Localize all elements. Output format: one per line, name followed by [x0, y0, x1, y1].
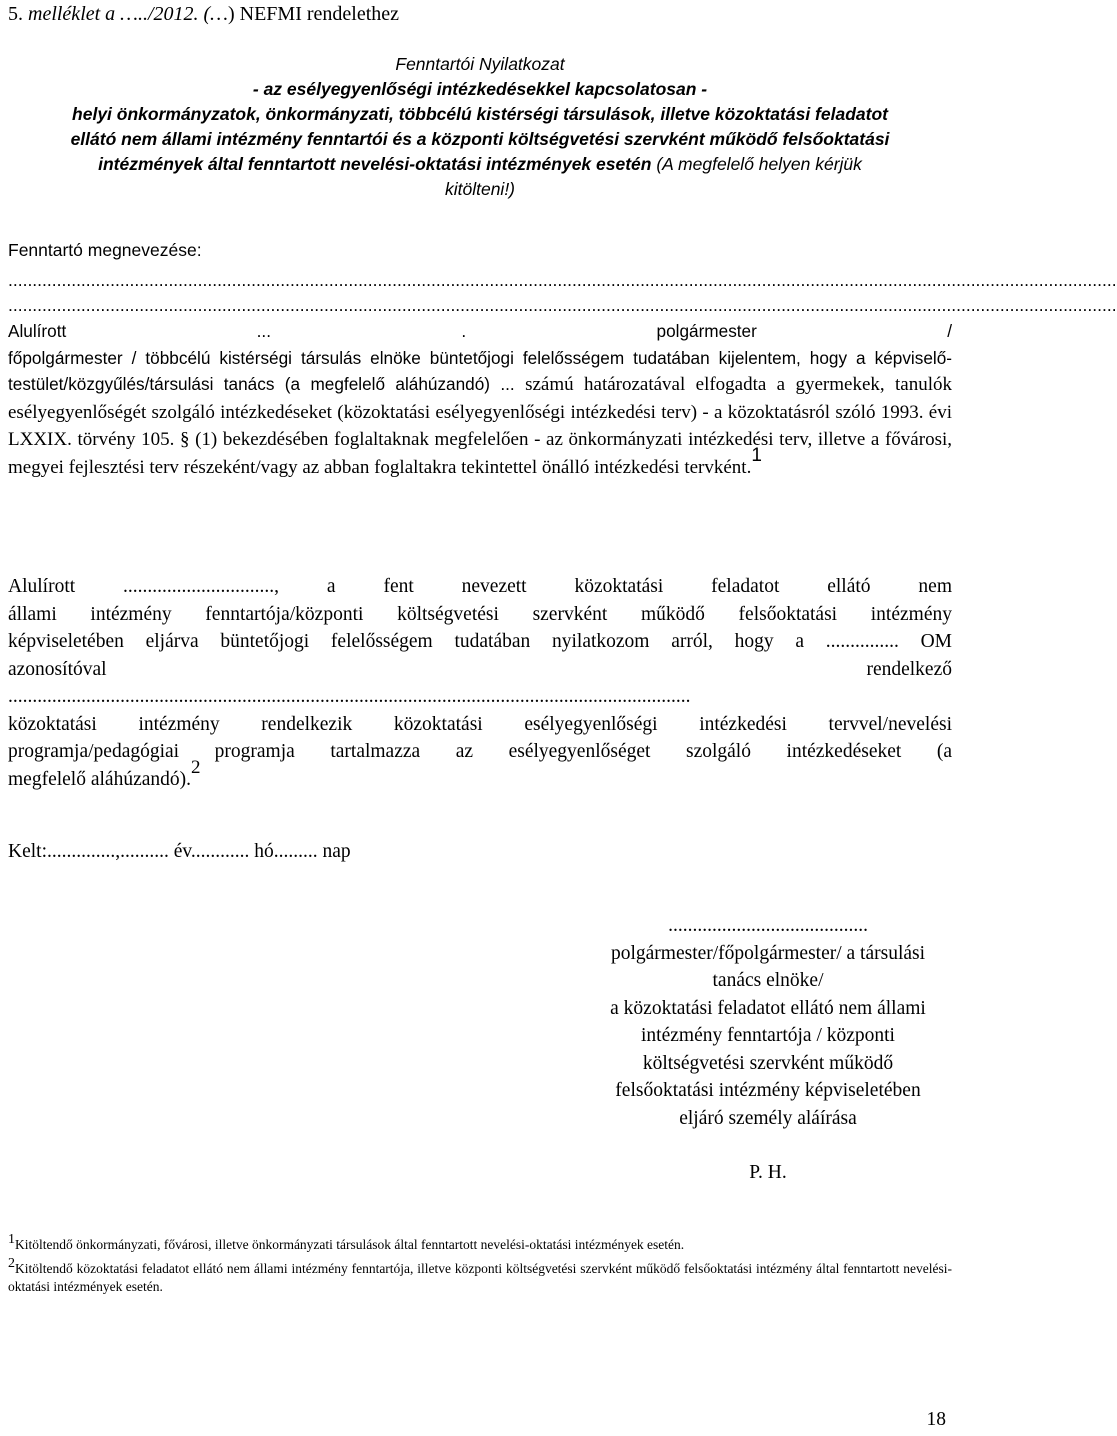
para2-line-8-text: megfelelő aláhúzandó).: [8, 768, 191, 790]
annex-decree: ) NEFMI rendelethez: [227, 3, 400, 25]
declaration-paragraph-2: [8, 573, 952, 793]
para2-line-8: [8, 756, 952, 794]
title-line-6: kitölteni!): [444, 179, 516, 199]
annex-reference: melléklet a …../2012. (…: [28, 3, 228, 25]
footnote-ref-2: 2: [191, 756, 201, 778]
title-line-4: ellátó nem állami intézmény fenntartói és a központi költségvetési szervként működő felsőoktatási: [70, 129, 890, 149]
footnote-2-text: Kitöltendő közoktatási feladatot ellátó nem állami intézmény fenntartója, illetve központi költségvetési szervként működő felsőoktatási intézmény által fenntartott nevelési-oktatási intézmények esetén.: [8, 1261, 952, 1294]
para2-line-3: képviseletében eljárva büntetőjogi felelősségem tudatában nyilatkozom arról, hogy a ............... OM: [8, 631, 952, 652]
signature-dots[interactable]: .........................................: [668, 915, 868, 936]
para1-text: főpolgármester / többcélú kistérségi társulás elnöke büntetőjogi felelősségem tudatában kijelentem, hogy a képviselő-testület/közgyűlés/társulási tanács (a megfelelő aláhúzandó) ...: [8, 347, 952, 394]
para1-mayor: . polgármester /: [461, 321, 952, 341]
declaration-paragraph-1: [8, 318, 952, 481]
para2-om-id: azonosítóval: [8, 658, 107, 680]
footnotes: [8, 1232, 952, 1302]
title-line-5-instruction: (A megfelelő helyen kérjük: [651, 154, 862, 174]
signature-line-4: intézmény fenntartója / központi: [641, 1025, 895, 1046]
footnote-2-number: 2: [8, 1256, 15, 1271]
title-line-2: - az esélyegyenlőségi intézkedésekkel kapcsolatosan -: [252, 79, 708, 99]
maintainer-name-field-2[interactable]: ....................................................................................................................................................................................................................................: [8, 295, 1117, 315]
signature-line-5: költségvetési szervként működő: [642, 1052, 894, 1074]
date-line[interactable]: Kelt:..............,.......... év............ hó......... nap: [8, 841, 351, 862]
declaration-title: [8, 52, 952, 202]
stamp-placeholder: P. H.: [749, 1162, 787, 1183]
title-line-5: [8, 152, 952, 177]
title-line-5-bold: intézmények által fenntartott nevelési-oktatási intézmények esetén: [98, 154, 652, 174]
maintainer-name-label: Fenntartó megnevezése:: [8, 240, 202, 260]
title-line-3: helyi önkormányzatok, önkormányzati, többcélú kistérségi társulások, illetve közoktatási feladatot: [72, 104, 888, 124]
footnote-2: [8, 1256, 952, 1296]
annex-number: 5.: [8, 3, 23, 25]
para1-undersigned: Alulírott ...: [8, 321, 271, 341]
para2-line-1: Alulírott ..............................., a fent nevezett közoktatási feladatot ellátó nem: [8, 576, 952, 597]
footnote-1: [8, 1232, 952, 1254]
footnote-ref-1: 1: [751, 444, 762, 466]
para1-first-line: [8, 318, 952, 345]
footnote-1-text: Kitöltendő önkormányzati, fővárosi, illetve önkormányzati társulások által fenntartott nevelési-oktatási intézmények esetén.: [15, 1237, 685, 1252]
signature-line-7: eljáró személy aláírása: [679, 1107, 857, 1129]
footnote-1-number: 1: [8, 1232, 15, 1247]
signature-line-1: polgármester/főpolgármester/ a társulási: [610, 942, 926, 964]
title-line-1: Fenntartói Nyilatkozat: [395, 54, 565, 74]
page-number: 18: [926, 1409, 946, 1430]
para2-line-7: programja/pedagógiai programja tartalmazza az esélyegyenlőséget szolgáló intézkedéseket (a: [8, 741, 952, 762]
para2-line-6: közoktatási intézmény rendelkezik közoktatási esélyegyenlőségi intézkedési tervvel/nevelési: [8, 713, 952, 735]
signature-line-2: tanács elnöke/: [712, 970, 824, 991]
signature-line-3: a közoktatási feladatot ellátó nem állami: [610, 997, 926, 1019]
signature-line-6: felsőoktatási intézmény képviseletében: [615, 1080, 921, 1101]
para2-line-4: [8, 656, 952, 684]
para2-institution-field[interactable]: ............................................................................................................................................: [8, 686, 691, 707]
para2-having: rendelkező: [866, 658, 952, 680]
signature-block: [568, 912, 968, 1132]
annex-header: [8, 2, 399, 26]
maintainer-name-field-1[interactable]: ....................................................................................................................................................................................................................................: [8, 270, 1117, 290]
document-page: [8, 0, 1117, 1436]
para1-text-2: számú határozatával elfogadta a gyermekek, tanulók esélyegyenlőségét szolgáló intézkedéseket (közoktatási esélyegyenlőségi intézkedési terv) - a közoktatásról szóló 1993. évi LXXIX. törvény 105. § (1) bekezdésében foglaltaknak megfelelően - az önkormányzati intézkedési terv, illetve a fővárosi, megyei fejlesztési terv részeként/vagy az abban foglaltakra tekintettel önálló intézkedési tervként.: [8, 374, 952, 478]
para2-line-2: állami intézmény fenntartója/központi költségvetési szervként működő felsőoktatási intézmény: [8, 603, 952, 625]
